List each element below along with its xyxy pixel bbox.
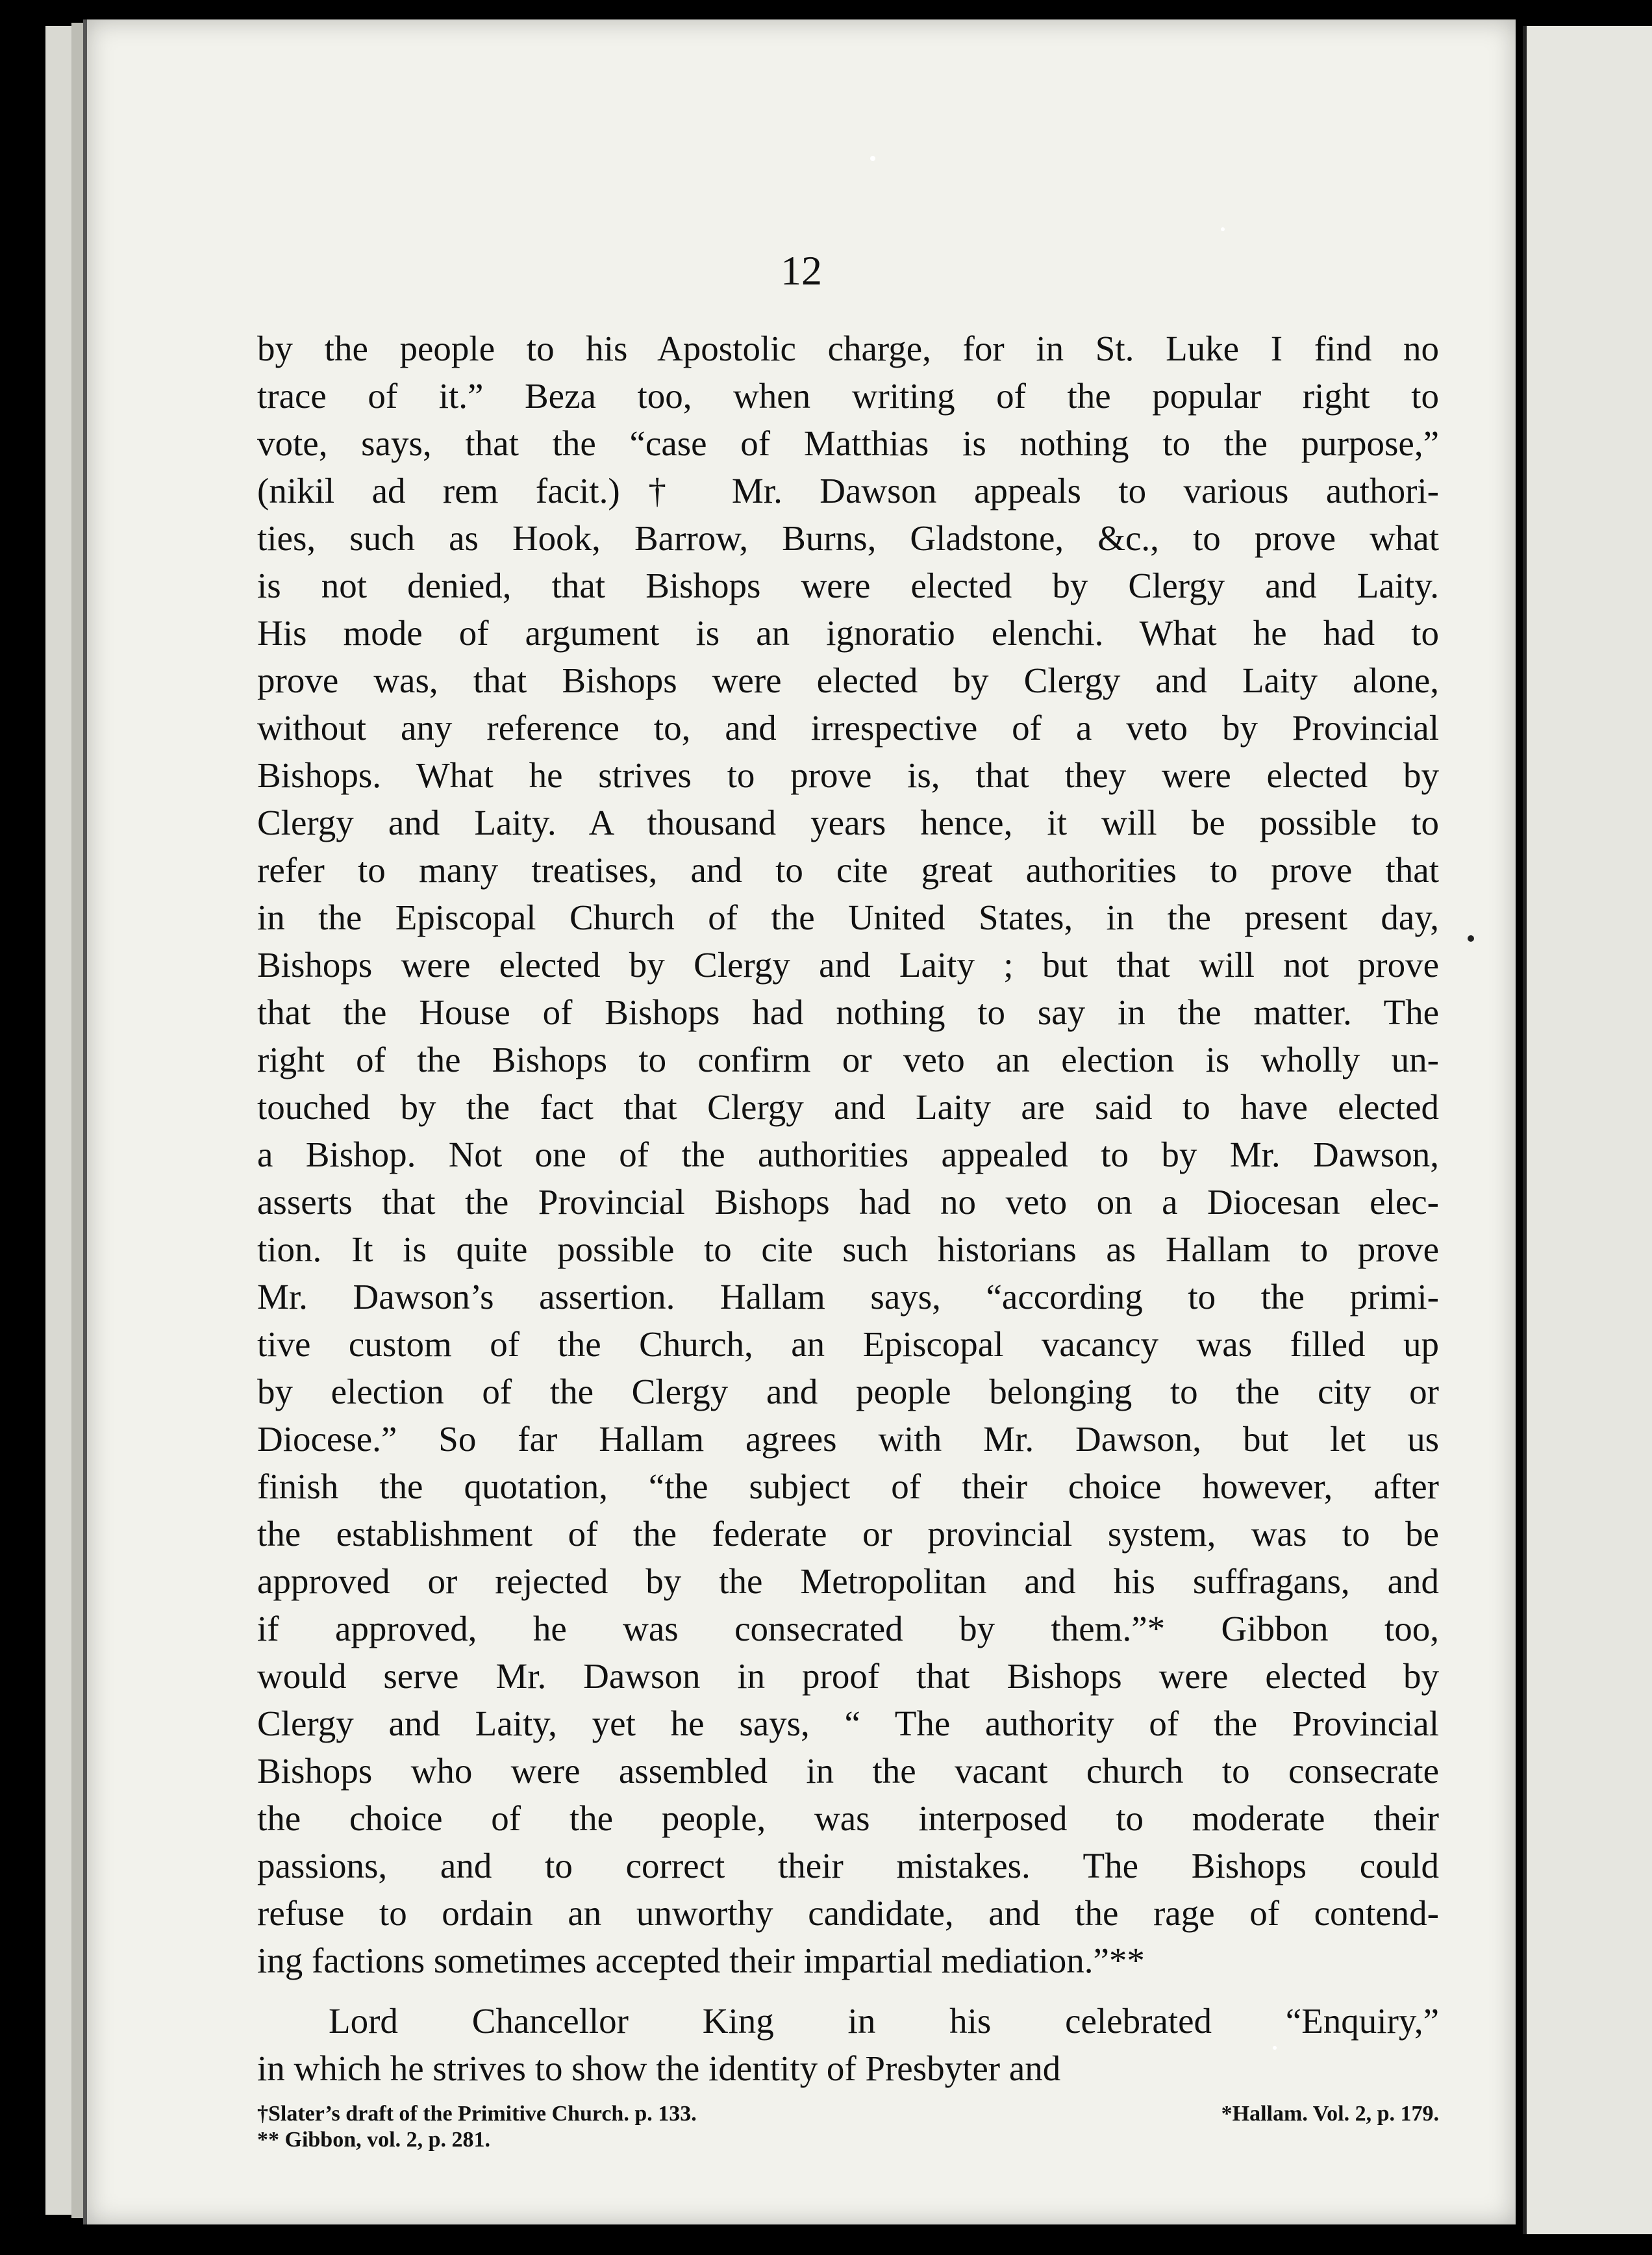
text-line: ing factions sometimes accepted their impartial mediation.”**	[257, 1941, 1145, 1980]
text-line: Clergy and Laity, yet he says, “ The authority of the Provincial	[257, 1704, 1439, 1743]
text-line: prove was, that Bishops were elected by Clergy and Laity alone,	[257, 661, 1439, 700]
text-line: by the people to his Apostolic charge, for in St. Luke I find no	[257, 329, 1439, 368]
scan-speck	[1468, 935, 1474, 942]
text-line: touched by the fact that Clergy and Laity are said to have elected	[257, 1087, 1439, 1127]
text-line: ties, such as Hook, Barrow, Burns, Gladstone, &c., to prove what	[257, 518, 1439, 558]
footnote-slater: †Slater’s draft of the Primitive Church. p. 133.	[257, 2102, 697, 2126]
facing-page-edge	[1523, 26, 1652, 2234]
text-line: if approved, he was consecrated by them.”* Gibbon too,	[257, 1609, 1439, 1648]
text-line: the choice of the people, was interposed to moderate their	[257, 1798, 1439, 1838]
text-line: passions, and to correct their mistakes. The Bishops could	[257, 1846, 1439, 1885]
paragraph-gap	[257, 1984, 1439, 1997]
scan-speck	[870, 156, 875, 161]
text-line: the establishment of the federate or provincial system, was to be	[257, 1514, 1439, 1554]
text-line: vote, says, that the “case of Matthias is nothing to the purpose,”	[257, 423, 1439, 463]
book-page	[83, 19, 1516, 2224]
footnote-hallam: *Hallam. Vol. 2, p. 179.	[1221, 2102, 1439, 2126]
text-line: Diocese.” So far Hallam agrees with Mr. Dawson, but let us	[257, 1419, 1439, 1459]
text-line: by election of the Clergy and people belonging to the city or	[257, 1372, 1439, 1411]
page-stack-edge-inner	[71, 23, 83, 2218]
text-line: refer to many treatises, and to cite great authorities to prove that	[257, 850, 1439, 890]
text-line: a Bishop. Not one of the authorities appealed to by Mr. Dawson,	[257, 1135, 1439, 1174]
scan-speck	[1221, 227, 1225, 231]
text-line: trace of it.” Beza too, when writing of the popular right to	[257, 376, 1439, 416]
text-line: Lord Chancellor King in his celebrated “Enquiry,”	[329, 2001, 1439, 2041]
text-line: would serve Mr. Dawson in proof that Bishops were elected by	[257, 1656, 1439, 1696]
page-number: 12	[781, 247, 822, 294]
text-line: is not denied, that Bishops were elected by Clergy and Laity.	[257, 566, 1439, 605]
text-line: finish the quotation, “the subject of their choice however, after	[257, 1467, 1439, 1506]
text-line: Bishops were elected by Clergy and Laity ; but that will not prove	[257, 945, 1439, 985]
text-line: without any reference to, and irrespective of a veto by Provincial	[257, 708, 1439, 748]
text-line: right of the Bishops to confirm or veto an election is wholly un-	[257, 1040, 1439, 1079]
text-line: tive custom of the Church, an Episcopal vacancy was filled up	[257, 1324, 1439, 1364]
footnotes	[257, 2101, 1439, 2153]
text-line: that the House of Bishops had nothing to say in the matter. The	[257, 992, 1439, 1032]
text-line: approved or rejected by the Metropolitan and his suffragans, and	[257, 1561, 1439, 1601]
scan-speck	[1273, 2046, 1277, 2050]
text-line: in which he strives to show the identity of Presbyter and	[257, 2048, 1061, 2088]
body-text	[257, 325, 1439, 2092]
text-line: Bishops. What he strives to prove is, that they were elected by	[257, 755, 1439, 795]
text-line: Clergy and Laity. A thousand years hence, it will be possible to	[257, 803, 1439, 842]
text-line: His mode of argument is an ignoratio elenchi. What he had to	[257, 613, 1439, 653]
text-line: refuse to ordain an unworthy candidate, and the rage of contend-	[257, 1893, 1439, 1933]
text-line: asserts that the Provincial Bishops had no veto on a Diocesan elec-	[257, 1182, 1439, 1222]
text-line: (nikil ad rem facit.)† Mr. Dawson appeals to various authori-	[257, 471, 1439, 510]
text-line: Mr. Dawson’s assertion. Hallam says, “according to the primi-	[257, 1277, 1439, 1316]
text-line: tion. It is quite possible to cite such historians as Hallam to prove	[257, 1229, 1439, 1269]
page-stack-edge	[45, 26, 71, 2215]
text-line: Bishops who were assembled in the vacant church to consecrate	[257, 1751, 1439, 1791]
footnote-gibbon: ** Gibbon, vol. 2, p. 281.	[257, 2128, 490, 2152]
text-line: in the Episcopal Church of the United States, in the present day,	[257, 898, 1439, 937]
